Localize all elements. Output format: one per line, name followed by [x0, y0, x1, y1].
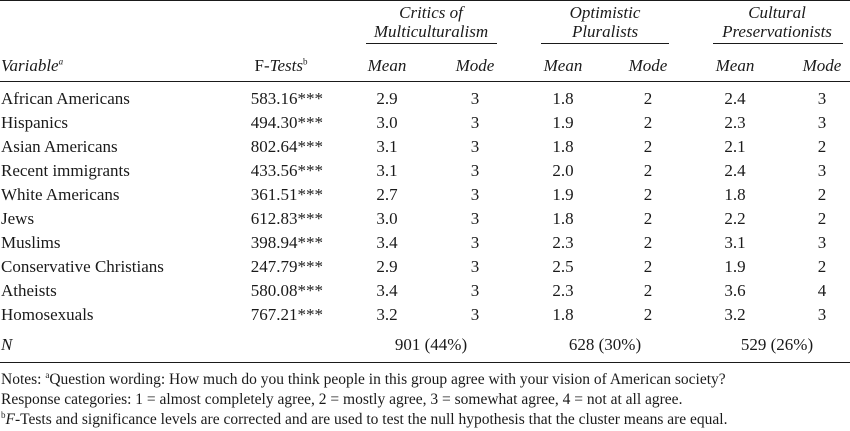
row-label: Conservative Christians	[1, 257, 164, 276]
top-rule	[0, 0, 850, 1]
mean-header-optimistic: Mean	[543, 56, 583, 75]
table-notes	[1, 370, 727, 430]
cultural-mean-value: 1.8	[724, 185, 746, 204]
group-rule-critics	[366, 43, 497, 44]
f-test-value: 398.94***	[250, 233, 323, 252]
row-label: Asian Americans	[1, 137, 118, 156]
cultural-mean-value: 3.1	[724, 233, 746, 252]
optimistic-mean-value: 2.0	[552, 161, 574, 180]
mode-header-optimistic: Mode	[628, 56, 668, 75]
mean-header-cultural: Mean	[715, 56, 755, 75]
cultural-mode-value: 4	[817, 281, 827, 300]
cultural-mode-value: 2	[817, 257, 827, 276]
optimistic-mode-value: 2	[643, 233, 653, 252]
critics-mode-value: 3	[470, 257, 480, 276]
optimistic-mean-value: 2.3	[552, 281, 574, 300]
group-header-optimistic-line2: Pluralists	[571, 22, 639, 41]
optimistic-mean-value: 1.8	[552, 137, 574, 156]
optimistic-mean-value: 1.8	[552, 89, 574, 108]
optimistic-mode-value: 2	[643, 161, 653, 180]
row-label: Jews	[1, 209, 35, 228]
group-header-cultural-line2: Preservationists	[722, 22, 832, 41]
f-test-value: 583.16***	[250, 89, 323, 108]
critics-mode-value: 3	[470, 113, 480, 132]
cultural-mean-value: 3.2	[724, 305, 746, 324]
optimistic-mode-value: 2	[643, 185, 653, 204]
optimistic-mode-value: 2	[643, 281, 653, 300]
f-test-value: 433.56***	[250, 161, 323, 180]
note-ftests: $^b$F-Tests and significance levels are corrected and are used to test the null hypothesis that the cluster means are equal.	[1, 409, 728, 428]
header-rule	[0, 81, 850, 82]
n-optimistic: 628 (30%)	[568, 335, 642, 354]
group-header-optimistic-line1: Optimistic	[569, 3, 641, 22]
critics-mean-value: 3.0	[376, 113, 398, 132]
row-label: Recent immigrants	[1, 161, 130, 180]
optimistic-mean-value: 2.5	[552, 257, 574, 276]
optimistic-mean-value: 1.9	[552, 185, 574, 204]
row-label: Homosexuals	[1, 305, 94, 324]
critics-mean-value: 3.2	[376, 305, 398, 324]
f-test-value: 247.79***	[250, 257, 323, 276]
note-question-wording: Notes: $^a$Question wording: How much do you think people in this group agree with your vision of American society?	[1, 369, 726, 388]
bottom-rule	[0, 362, 850, 363]
cultural-mean-value: 1.9	[724, 257, 746, 276]
cultural-mean-value: 2.2	[724, 209, 746, 228]
optimistic-mode-value: 2	[643, 113, 653, 132]
mean-header-critics: Mean	[367, 56, 407, 75]
n-cultural: 529 (26%)	[740, 335, 814, 354]
row-label: African Americans	[1, 89, 130, 108]
optimistic-mean-value: 1.8	[552, 209, 574, 228]
group-rule-optimistic	[541, 43, 669, 44]
optimistic-mode-value: 2	[643, 305, 653, 324]
cultural-mode-value: 3	[817, 305, 827, 324]
cultural-mean-value: 3.6	[724, 281, 746, 300]
cultural-mode-value: 2	[817, 209, 827, 228]
critics-mean-value: 3.0	[376, 209, 398, 228]
cultural-mean-value: 2.1	[724, 137, 746, 156]
f-test-value: 612.83***	[250, 209, 323, 228]
optimistic-mode-value: 2	[643, 209, 653, 228]
row-label: White Americans	[1, 185, 120, 204]
mode-header-cultural: Mode	[802, 56, 842, 75]
optimistic-mode-value: 2	[643, 137, 653, 156]
n-critics: 901 (44%)	[394, 335, 468, 354]
variable-header: Variable$^a$	[1, 56, 64, 75]
mode-header-critics: Mode	[455, 56, 495, 75]
critics-mean-value: 3.1	[376, 137, 398, 156]
cultural-mode-value: 3	[817, 161, 827, 180]
optimistic-mean-value: 1.8	[552, 305, 574, 324]
critics-mode-value: 3	[470, 89, 480, 108]
cultural-mean-value: 2.4	[724, 89, 746, 108]
cultural-mode-value: 2	[817, 137, 827, 156]
row-label: Muslims	[1, 233, 61, 252]
f-test-value: 580.08***	[250, 281, 323, 300]
cultural-mode-value: 3	[817, 89, 827, 108]
group-header-critics-line1: Critics of	[399, 3, 463, 22]
critics-mean-value: 3.4	[376, 233, 398, 252]
cultural-mode-value: 3	[817, 113, 827, 132]
n-label: N	[1, 335, 13, 354]
critics-mode-value: 3	[470, 233, 480, 252]
f-test-value: 767.21***	[250, 305, 323, 324]
row-label: Atheists	[1, 281, 57, 300]
critics-mean-value: 3.4	[376, 281, 398, 300]
optimistic-mean-value: 1.9	[552, 113, 574, 132]
cultural-mean-value: 2.4	[724, 161, 746, 180]
optimistic-mode-value: 2	[643, 257, 653, 276]
ftests-header: F-Tests$^b$	[254, 56, 308, 75]
row-label: Hispanics	[1, 113, 69, 132]
critics-mean-value: 2.9	[376, 257, 398, 276]
cultural-mode-value: 3	[817, 233, 827, 252]
f-test-value: 802.64***	[250, 137, 323, 156]
note-response-categories: Response categories: 1 = almost completely agree, 2 = mostly agree, 3 = somewhat agree, 4 = not at all agree.	[1, 391, 683, 408]
critics-mode-value: 3	[470, 281, 480, 300]
critics-mean-value: 2.9	[376, 89, 398, 108]
group-header-cultural-line1: Cultural	[748, 3, 806, 22]
cultural-mean-value: 2.3	[724, 113, 746, 132]
group-rule-cultural	[713, 43, 843, 44]
critics-mode-value: 3	[470, 185, 480, 204]
critics-mode-value: 3	[470, 209, 480, 228]
optimistic-mean-value: 2.3	[552, 233, 574, 252]
critics-mean-value: 2.7	[376, 185, 398, 204]
critics-mode-value: 3	[470, 137, 480, 156]
f-test-value: 361.51***	[250, 185, 323, 204]
critics-mean-value: 3.1	[376, 161, 398, 180]
group-header-critics-line2: Multiculturalism	[373, 22, 489, 41]
optimistic-mode-value: 2	[643, 89, 653, 108]
critics-mode-value: 3	[470, 305, 480, 324]
f-test-value: 494.30***	[250, 113, 323, 132]
cultural-mode-value: 2	[817, 185, 827, 204]
critics-mode-value: 3	[470, 161, 480, 180]
